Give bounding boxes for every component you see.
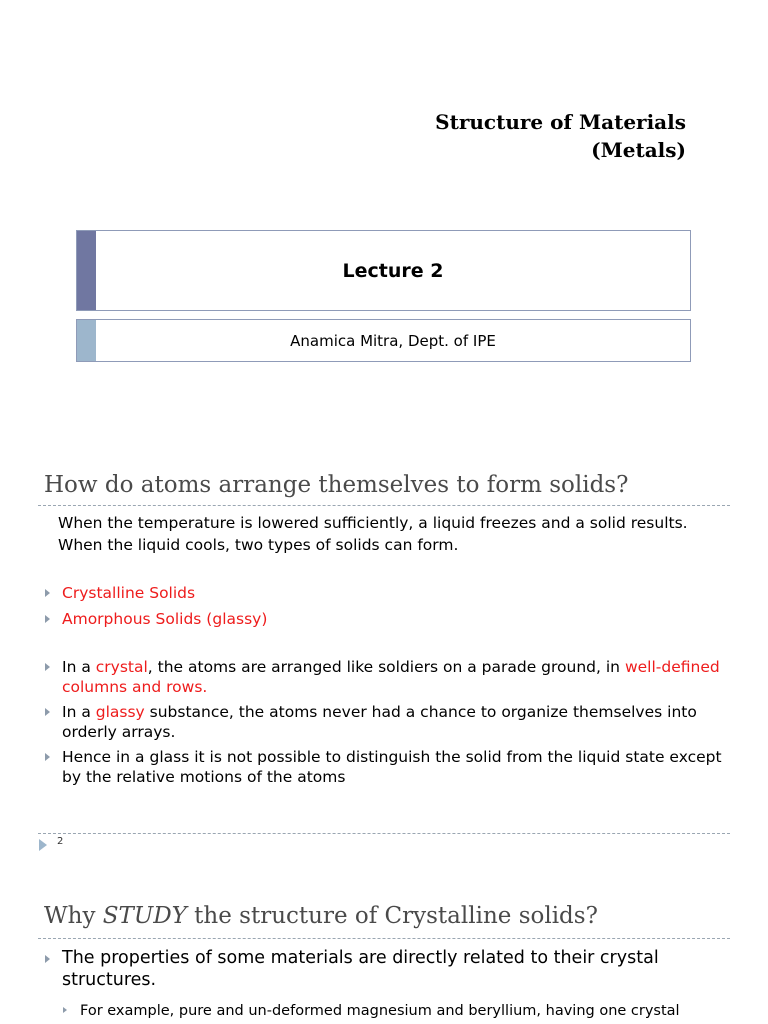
list-item-text: Amorphous Solids (glassy) [62,610,268,628]
bullet-triangle-icon [63,1007,67,1013]
list-item [44,583,734,603]
list-item [44,947,734,991]
highlight-text: crystal [95,658,148,676]
highlight-text: well-defined columns and rows. [62,658,720,696]
list-item [44,657,734,697]
list-item-text: For example, pure and un-deformed magnesium and beryllium, having one crystal [80,1003,680,1019]
text-run: , the atoms are arranged like soldiers on a parade ground, in [147,658,625,676]
intro-paragraph [50,512,740,556]
highlight-text: glassy [95,703,145,721]
lecture-accent-bar [77,231,96,310]
slide-heading: How do atoms arrange themselves to form solids? [44,472,629,498]
lecture-label: Lecture 2 [342,259,444,282]
list-item [62,1001,742,1021]
title-block [435,108,686,164]
author-label: Anamica Mitra, Dept. of IPE [290,331,496,350]
heading-text: the structure of Crystalline solids? [186,903,598,929]
text-run: Hence in a glass it is not possible to distinguish the solid from the liquid state except by the relative motions of the atoms [62,748,722,786]
bullet-triangle-icon [45,663,50,671]
intro-line: When the temperature is lowered sufficiently, a liquid freezes and a solid results. [58,514,688,532]
heading-text: Why [44,903,103,929]
title-line-2: (Metals) [591,138,686,162]
description-list [44,657,734,792]
properties-list [44,947,734,991]
slide-heading [44,903,598,929]
heading-emphasis: STUDY [102,903,187,929]
footer-triangle-icon [39,839,47,851]
intro-line: When the liquid cools, two types of solids can form. [58,536,459,554]
properties-sublist [62,1001,742,1021]
bullet-triangle-icon [45,753,50,761]
bullet-triangle-icon [45,955,50,963]
heading-divider [38,505,730,506]
page-number: 2 [57,836,64,847]
list-item-text: Crystalline Solids [62,584,196,602]
list-item [44,609,734,629]
footer-divider [38,833,730,834]
bullet-triangle-icon [45,589,50,597]
author-box [76,319,691,362]
author-accent-bar [77,320,96,361]
list-item [44,747,734,787]
solid-types-list [44,583,734,635]
bullet-triangle-icon [45,708,50,716]
lecture-box [76,230,691,311]
title-line-1: Structure of Materials [435,110,686,134]
heading-divider [38,938,730,939]
text-run: substance, the atoms never had a chance to organize themselves into orderly arrays. [62,703,697,741]
text-run: In a [62,658,96,676]
list-item [44,702,734,742]
list-item-text: The properties of some materials are directly related to their crystal structures. [62,948,659,990]
bullet-triangle-icon [45,615,50,623]
text-run: In a [62,703,96,721]
